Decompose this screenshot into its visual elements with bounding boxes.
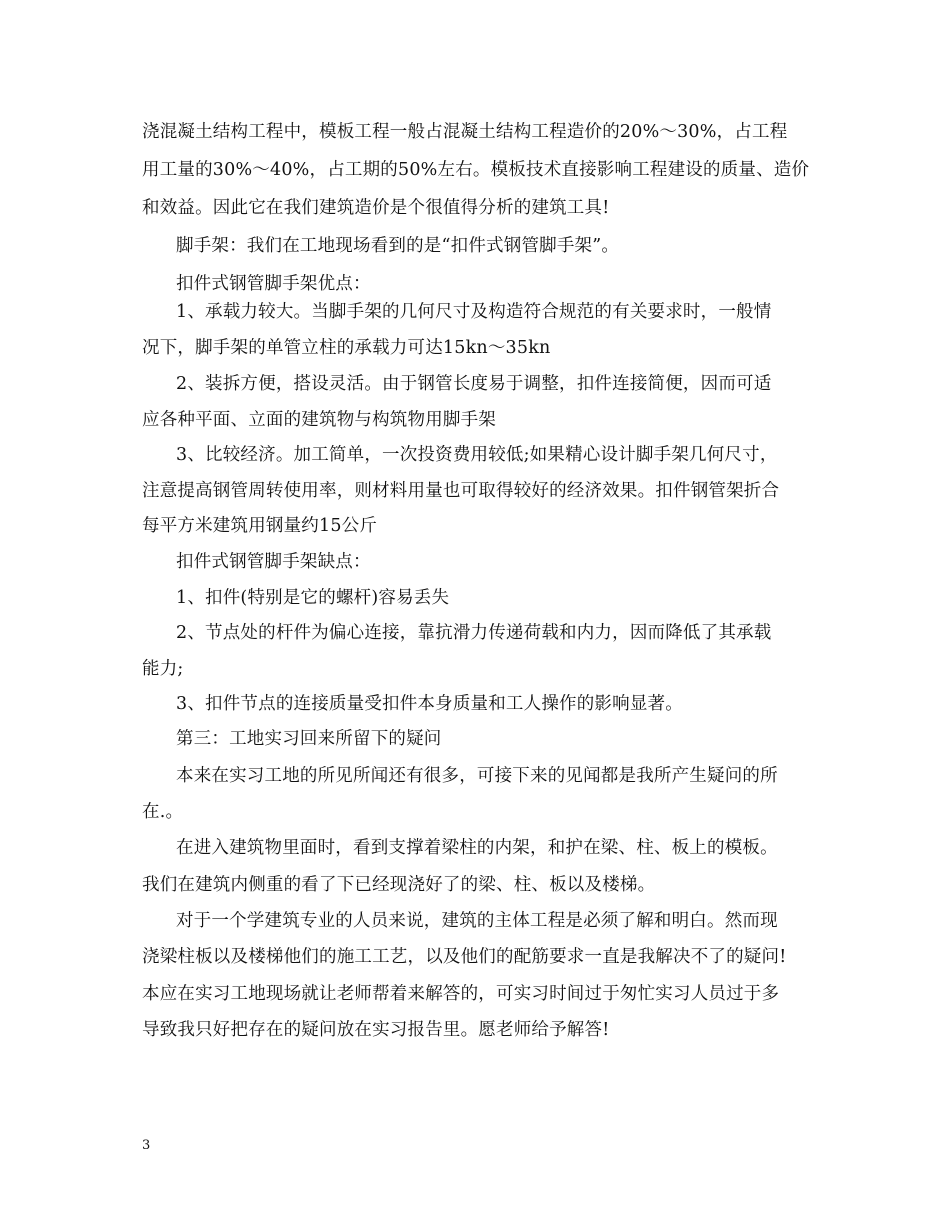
text-line: 况下，脚手架的单管立柱的承载力可达15kn～35kn [142,338,551,358]
text-line: 3、扣件节点的连接质量受扣件本身质量和工人操作的影响显著。 [176,694,683,714]
text-line: 浇梁柱板以及楼梯他们的施工工艺，以及他们的配筋要求一直是我解决不了的疑问! [142,947,787,967]
text-line: 对于一个学建筑专业的人员来说，建筑的主体工程是必须了解和明白。然而现 [176,911,778,931]
text-line: 3、比较经济。加工简单，一次投资费用较低;如果精心设计脚手架几何尺寸， [176,445,778,465]
text-line: 第三：工地实习回来所留下的疑问 [176,729,442,749]
text-line: 在进入建筑物里面时，看到支撑着梁柱的内架，和护在梁、柱、板上的模板。 [176,838,778,858]
text-line: 1、承载力较大。当脚手架的几何尺寸及构造符合规范的有关要求时，一般情 [176,302,772,322]
text-line: 脚手架：我们在工地现场看到的是“扣件式钢管脚手架”。 [176,236,620,256]
text-line: 用工量的30%～40%，占工期的50%左右。模板技术直接影响工程建设的质量、造价 [142,160,810,180]
text-line: 注意提高钢管周转使用率，则材料用量也可取得较好的经济效果。扣件钢管架折合 [142,481,780,501]
text-line: 每平方米建筑用钢量约15公斤 [142,516,378,536]
text-line: 在.。 [142,802,184,822]
page-number: 3 [142,1138,151,1153]
text-line: 1、扣件(特别是它的螺杆)容易丢失 [176,588,450,608]
text-line: 本应在实习工地现场就让老师帮着来解答的，可实习时间过于匆忙实习人员过于多 [142,984,780,1004]
text-line: 能力; [142,659,184,679]
text-line: 浇混凝土结构工程中，模板工程一般占混凝土结构工程造价的20%～30%，占工程 [142,122,788,142]
text-line: 2、节点处的杆件为偏心连接，靠抗滑力传递荷载和内力，因而降低了其承载 [176,623,772,643]
text-line: 导致我只好把存在的疑问放在实习报告里。愿老师给予解答! [142,1020,610,1040]
text-line: 我们在建筑内侧重的看了下已经现浇好了的梁、柱、板以及楼梯。 [142,875,656,895]
text-line: 和效益。因此它在我们建筑造价是个很值得分析的建筑工具! [142,198,610,218]
text-line: 应各种平面、立面的建筑物与构筑物用脚手架 [142,410,496,430]
text-line: 扣件式钢管脚手架优点： [176,274,371,294]
text-line: 扣件式钢管脚手架缺点： [176,552,371,572]
text-line: 本来在实习工地的所见所闻还有很多，可接下来的见闻都是我所产生疑问的所 [176,766,778,786]
text-line: 2、装拆方便，搭设灵活。由于钢管长度易于调整，扣件连接简便，因而可适 [176,374,772,394]
